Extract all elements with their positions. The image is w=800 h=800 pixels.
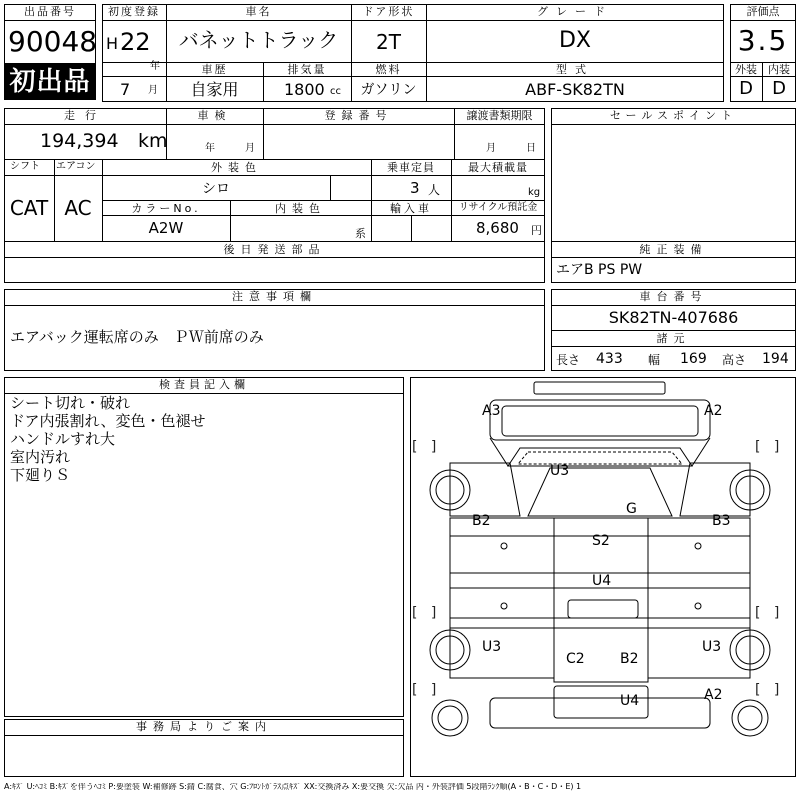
damage-mark: A2 [704, 687, 723, 703]
auction-number-label: 出品番号 [24, 5, 76, 18]
transfer-deadline-label: 譲渡書類期限 [466, 109, 533, 122]
width-label: 幅 [648, 353, 661, 367]
damage-mark: B2 [620, 651, 639, 667]
caution-text: エアバック運転席のみ ＰＷ前席のみ [10, 328, 264, 346]
damage-mark: U3 [702, 639, 722, 655]
capacity-unit: 人 [428, 183, 441, 197]
inspector-note: 下廻りＳ [10, 466, 71, 484]
model-code: ABF-SK82TN [525, 80, 625, 99]
interior-color-unit: 系 [355, 227, 366, 240]
bracket-left: [ ] [412, 682, 437, 698]
interior-color-label: 内装色 [275, 202, 326, 215]
equipment-label: 純正装備 [639, 243, 708, 256]
interior-score: D [772, 78, 786, 99]
exterior-color: シロ [202, 181, 230, 197]
fuel: ガソリン [360, 82, 417, 98]
length-label: 長さ [556, 353, 581, 367]
damage-mark: S2 [592, 533, 610, 549]
displacement-unit: cc [330, 86, 341, 97]
car-name-label: 車名 [245, 5, 272, 18]
color-number: A2W [148, 219, 184, 237]
mileage: 194,394 [40, 130, 119, 152]
damage-mark: U3 [482, 639, 502, 655]
capacity: 3 [410, 179, 420, 197]
recycle-label: リサイクル預託金 [458, 202, 538, 213]
height-label: 高さ [722, 353, 747, 367]
reg-year: 22 [120, 28, 151, 56]
damage-mark: A3 [482, 403, 501, 419]
history: 自家用 [190, 80, 239, 99]
inspection-year-unit: 年 [205, 143, 215, 154]
fuel-label: 燃料 [375, 63, 402, 76]
inspector-note: ハンドルすれ大 [10, 430, 116, 448]
bracket-right: [ ] [755, 605, 780, 621]
max-load-label: 最大積載量 [468, 161, 528, 174]
mileage-unit: km [138, 130, 168, 152]
equipment: エアB PS PW [556, 262, 643, 278]
transfer-month-unit: 月 [486, 143, 496, 154]
inspection-label: 車検 [197, 109, 232, 122]
ac-label: エアコン [56, 161, 96, 172]
exterior-label: 外装 [735, 63, 757, 76]
exterior-color-label: 外装色 [211, 161, 262, 174]
era: H [106, 34, 119, 53]
reg-month: 7 [120, 80, 131, 99]
specs-label: 諸元 [656, 332, 691, 345]
grade-label: グレード [537, 5, 613, 18]
bracket-left: [ ] [412, 605, 437, 621]
month-unit: 月 [148, 85, 158, 96]
registration-label: 初度登録 [108, 5, 160, 18]
damage-mark: B3 [712, 513, 731, 529]
shift-label: シフト [10, 161, 40, 172]
chassis-label: 車台番号 [639, 290, 708, 303]
inspector-label: 検査員記入欄 [159, 378, 249, 391]
length: 433 [596, 351, 623, 367]
capacity-label: 乗車定員 [387, 161, 435, 174]
history-label: 車歴 [201, 63, 228, 76]
displacement-label: 排気量 [287, 63, 327, 76]
displacement: 1800 [284, 80, 325, 99]
car-name: バネットトラック [178, 28, 339, 52]
chassis-number: SK82TN-407686 [608, 308, 739, 327]
bracket-right: [ ] [755, 439, 780, 455]
inspection-month-unit: 月 [245, 143, 255, 154]
sales-point-label: セールスポイント [609, 109, 737, 122]
shift: CAT [9, 196, 49, 220]
year-unit: 年 [150, 61, 160, 72]
damage-mark: U3 [550, 463, 570, 479]
inspector-note: 室内汚れ [10, 448, 71, 466]
score: 3.5 [737, 24, 789, 57]
interior-label: 内装 [768, 63, 790, 76]
auction-number: 90048 [8, 25, 98, 58]
score-label: 評価点 [746, 5, 780, 18]
damage-mark: C2 [566, 651, 585, 667]
damage-mark: A2 [704, 403, 723, 419]
damage-mark: G [626, 501, 637, 517]
caution-label: 注意事項欄 [232, 290, 317, 303]
damage-mark: B2 [472, 513, 491, 529]
model-label: 型式 [556, 63, 594, 76]
import-label: 輸入車 [390, 202, 432, 215]
inspector-note: シート切れ・破れ [10, 394, 131, 412]
legend: A:ｷｽﾞ U:ﾍｺﾐ B:ｷｽﾞを伴うﾍｺﾐ P:要塗装 W:補修跡 S:錆 C:腐食、穴 G:ﾌﾛﾝﾄｶﾞﾗｽ点ｷｽﾞ XX:交換済み X:要交換 欠:欠品 内・外装評価 5段階ﾗﾝｸ順(A・B・C・D・E) 1 [4, 783, 582, 791]
max-load-unit: kg [528, 187, 541, 198]
first-listing-badge: 初出品 [4, 64, 96, 100]
mileage-label: 走行 [64, 109, 106, 122]
bracket-left: [ ] [412, 439, 437, 455]
aircon: AC [64, 196, 92, 220]
door-label: ドア形状 [362, 5, 415, 18]
reg-number-label: 登録番号 [324, 109, 393, 122]
office-label: 事務局よりご案内 [136, 720, 272, 733]
recycle-fee: 8,680 [476, 219, 519, 237]
grade: DX [558, 28, 591, 53]
vehicle-diagram [410, 378, 789, 734]
exterior-score: D [739, 78, 753, 99]
bracket-right: [ ] [755, 682, 780, 698]
color-number-label: カラーNo. [131, 202, 201, 215]
later-parts-label: 後日発送部品 [223, 243, 326, 256]
inspector-note: ドア内張割れ、変色・色褪せ [10, 412, 206, 430]
door-type: 2T [376, 30, 401, 54]
damage-mark: U4 [620, 693, 640, 709]
height: 194 [762, 351, 789, 367]
transfer-day-unit: 日 [526, 143, 536, 154]
damage-mark: U4 [592, 573, 612, 589]
width: 169 [680, 351, 707, 367]
recycle-unit: 円 [531, 224, 542, 237]
